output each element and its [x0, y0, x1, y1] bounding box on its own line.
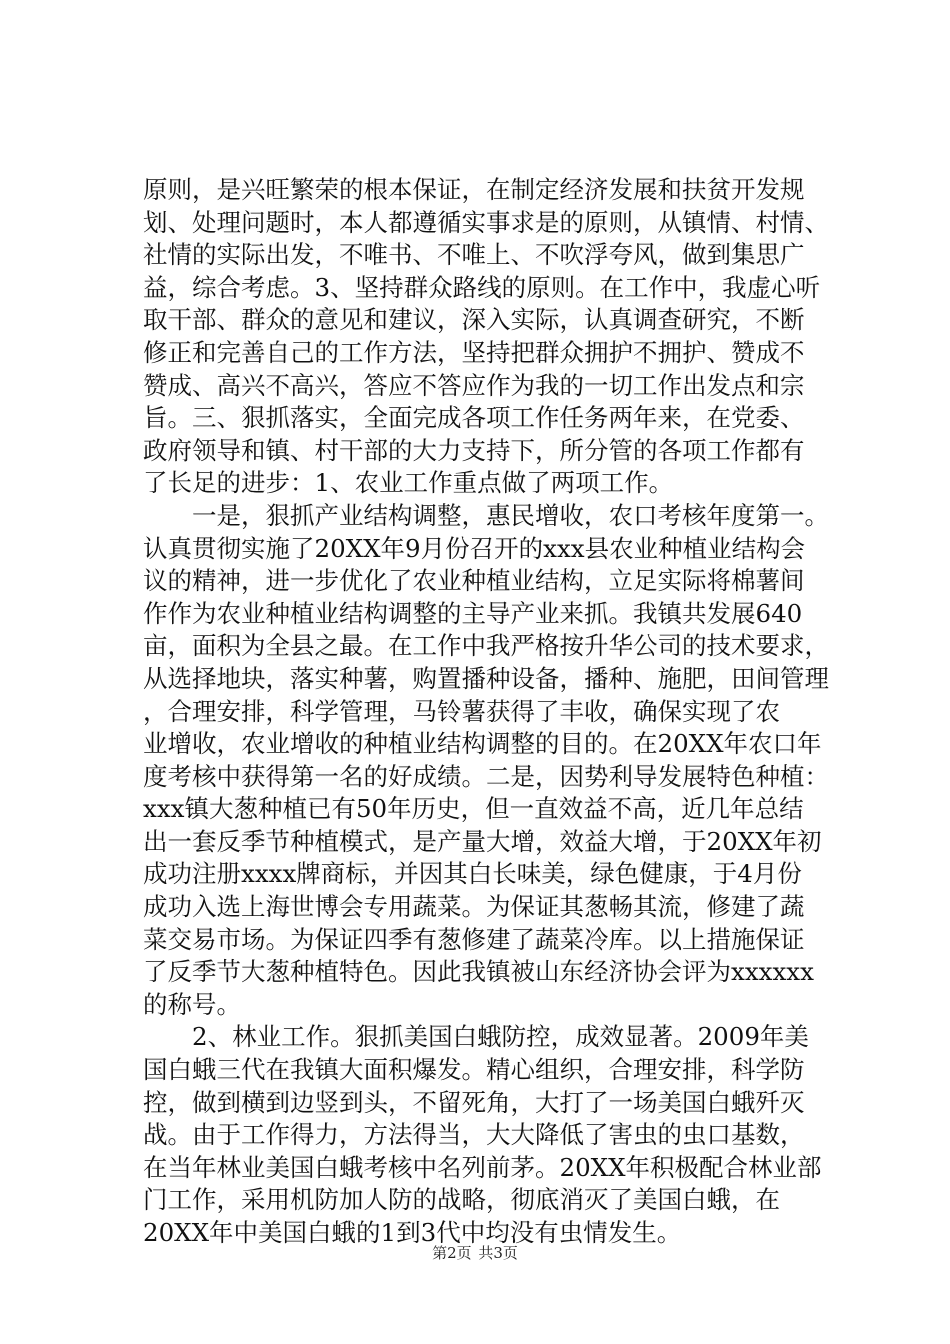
- text-line: 划、处理问题时，本人都遵循实事求是的原则，从镇情、村情、: [143, 207, 829, 237]
- text-line: 战。由于工作得力，方法得当，大大降低了害虫的虫口基数，: [143, 1120, 805, 1150]
- text-line: 政府领导和镇、村干部的大力支持下，所分管的各项工作都有: [143, 435, 805, 465]
- text-line: 国白蛾三代在我镇大面积爆发。精心组织，合理安排，科学防: [143, 1055, 805, 1085]
- text-line: 旨。三、狠抓落实，全面完成各项工作任务两年来，在党委、: [143, 403, 805, 433]
- text-line: 原则，是兴旺繁荣的根本保证，在制定经济发展和扶贫开发规: [143, 175, 805, 204]
- text-line: 成功注册xxxx牌商标，并因其白长味美，绿色健康，于4月份: [143, 859, 802, 889]
- page-number: 第2页: [432, 1244, 472, 1262]
- page-footer: [0, 1242, 950, 1263]
- text-line: 控，做到横到边竖到头，不留死角，大打了一场美国白蛾歼灭: [143, 1087, 805, 1117]
- text-line: 出一套反季节种植模式，是产量大增，效益大增，于20XX年初: [143, 826, 822, 856]
- text-line: 2、林业工作。狠抓美国白蛾防控，成效显著。2009年美: [143, 1022, 809, 1052]
- text-line: 了长足的进步：1、农业工作重点做了两项工作。: [143, 468, 674, 498]
- text-line: 度考核中获得第一名的好成绩。二是，因势利导发展特色种植：: [143, 761, 829, 791]
- text-line: xxx镇大葱种植已有50年历史，但一直效益不高，近几年总结: [143, 794, 804, 824]
- text-line: 议的精神，进一步优化了农业种植业结构，立足实际将棉薯间: [143, 566, 805, 596]
- text-line: 作作为农业种植业结构调整的主导产业来抓。我镇共发展640: [143, 598, 803, 628]
- text-line: 成功入选上海世博会专用蔬菜。为保证其葱畅其流，修建了蔬: [143, 892, 805, 922]
- text-line: 社情的实际出发，不唯书、不唯上、不吹浮夸风，做到集思广: [143, 240, 805, 270]
- page-total: 共3页: [478, 1244, 518, 1262]
- text-line: 赞成、高兴不高兴，答应不答应作为我的一切工作出发点和宗: [143, 370, 805, 400]
- text-line: 一是，狠抓产业结构调整，惠民增收，农口考核年度第一。: [143, 500, 829, 530]
- text-line: 从选择地块，落实种薯，购置播种设备，播种、施肥，田间管理: [143, 663, 829, 693]
- text-line: 认真贯彻实施了20XX年9月份召开的xxx县农业种植业结构会: [143, 533, 806, 563]
- text-line: 业增收，农业增收的种植业结构调整的目的。在20XX年农口年: [143, 729, 822, 759]
- text-line: 修正和完善自己的工作方法，坚持把群众拥护不拥护、赞成不: [143, 337, 805, 367]
- document-body: [143, 174, 843, 1250]
- text-line: 菜交易市场。为保证四季有葱修建了蔬菜冷库。以上措施保证: [143, 924, 805, 954]
- text-line: 20XX年中美国白蛾的1到3代中均没有虫情发生。: [143, 1218, 682, 1247]
- text-line: 益，综合考虑。3、坚持群众路线的原则。在工作中，我虚心听: [143, 272, 821, 302]
- text-line: 了反季节大葱种植特色。因此我镇被山东经济协会评为xxxxxx: [143, 957, 814, 987]
- text-line: 取干部、群众的意见和建议，深入实际，认真调查研究，不断: [143, 305, 805, 335]
- text-line: 亩，面积为全县之最。在工作中我严格按升华公司的技术要求，: [143, 631, 829, 661]
- text-line: 的称号。: [143, 989, 241, 1019]
- text-line: ，合理安排，科学管理，马铃薯获得了丰收，确保实现了农: [143, 696, 780, 726]
- text-line: 在当年林业美国白蛾考核中名列前茅。20XX年积极配合林业部: [143, 1152, 822, 1182]
- text-line: 门工作，采用机防加人防的战略，彻底消灭了美国白蛾，在: [143, 1185, 780, 1215]
